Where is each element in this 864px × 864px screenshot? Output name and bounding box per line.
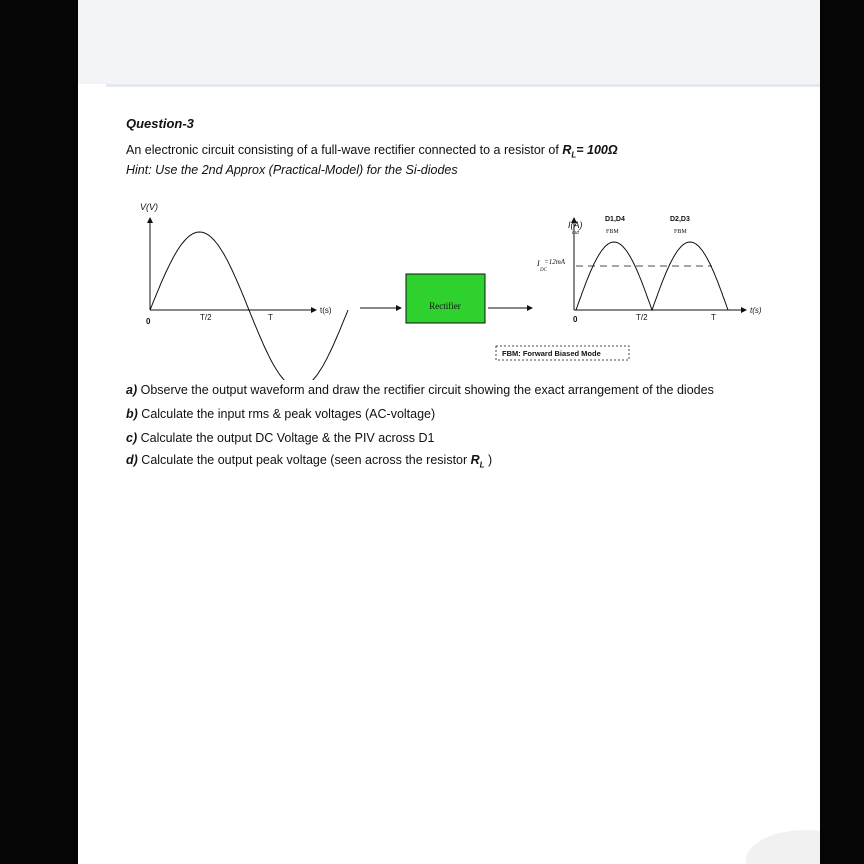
rectifier-block <box>406 274 485 323</box>
diode-mode-1: FBM <box>606 229 619 235</box>
idc-sub: DC <box>540 268 547 273</box>
input-sine-wave <box>150 232 348 380</box>
diode-mode-2: FBM <box>674 229 687 235</box>
item-c: c) Calculate the output DC Voltage & the PIV across D1 <box>126 431 435 445</box>
corner-decoration <box>746 830 820 864</box>
output-tick-full: T <box>711 313 716 322</box>
rl-symbol: $R_L$ <box>562 143 577 160</box>
output-x-label: t(s) <box>750 306 762 315</box>
output-axis-sub: out <box>572 230 579 236</box>
input-tick-full: T <box>268 313 273 322</box>
item-a: a) Observe the output waveform and draw the rectifier circuit showing the exact arrangement of the diodes <box>126 383 714 397</box>
idc-value: =12mA <box>544 258 566 266</box>
input-axis-label: V(V) <box>140 202 158 212</box>
diode-label-1: D1,D4 <box>605 216 625 223</box>
waveform-figure <box>78 0 820 380</box>
question-hint: Hint: Use the 2nd Approx (Practical-Model) for the Si-diodes <box>126 163 458 177</box>
description-text: An electronic circuit consisting of a full-wave rectifier connected to a resistor of <box>126 143 559 157</box>
idc-label: I <box>537 259 540 268</box>
item-d: d) Calculate the output peak voltage (seen across the resistor $R_L$ ) <box>126 453 493 470</box>
left-frame <box>0 0 78 864</box>
diode-label-2: D2,D3 <box>670 216 690 223</box>
rl-value: = 100Ω <box>576 143 618 157</box>
input-tick-half: T/2 <box>200 313 212 322</box>
question-title: Question-3 <box>126 116 194 131</box>
item-b: b) Calculate the input rms & peak voltages (AC-voltage) <box>126 407 436 421</box>
rl-symbol-d: $R_L$ <box>470 453 485 470</box>
document-page <box>78 0 820 864</box>
output-rectified-wave <box>576 242 728 310</box>
legend-text: FBM: Forward Biased Mode <box>502 349 601 358</box>
output-tick-zero: 0 <box>573 315 578 324</box>
input-tick-zero: 0 <box>146 317 151 326</box>
input-x-label: t(s) <box>320 306 332 315</box>
output-axis-label: I(A) <box>568 220 583 230</box>
output-tick-half: T/2 <box>636 313 648 322</box>
right-frame <box>820 0 864 864</box>
rectifier-label: Rectifier <box>429 301 461 311</box>
